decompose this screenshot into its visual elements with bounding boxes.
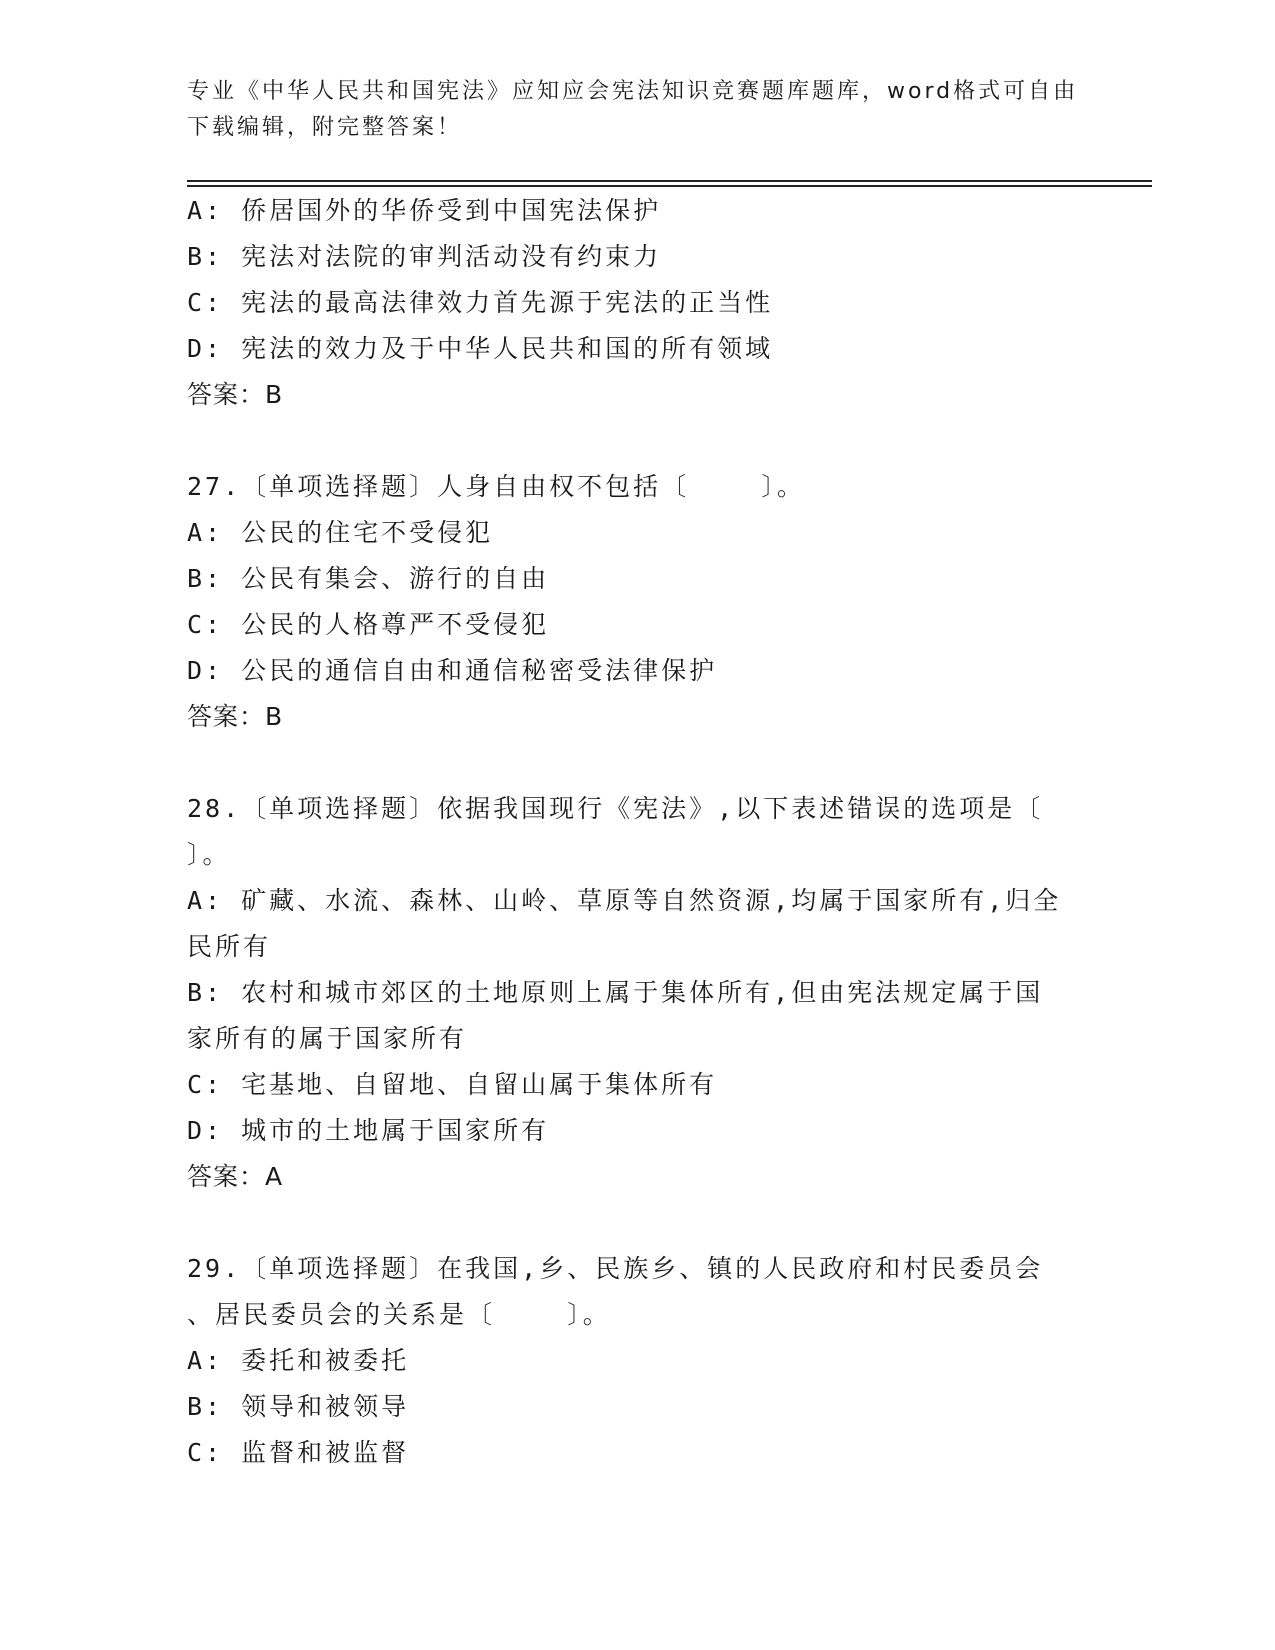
option-a: A: 公民的住宅不受侵犯 (187, 518, 494, 547)
option-d: D: 公民的通信自由和通信秘密受法律保护 (187, 656, 718, 685)
question-27-block (187, 464, 1087, 740)
option-c: C: 宅基地、自留地、自留山属于集体所有 (187, 1070, 718, 1099)
header-divider-bottom (187, 185, 1152, 187)
option-a: A: 委托和被委托 (187, 1346, 410, 1375)
question-28-block (187, 786, 1087, 1200)
option-c: C: 宪法的最高法律效力首先源于宪法的正当性 (187, 288, 774, 317)
question-26-block (187, 188, 1087, 418)
option-d: D: 宪法的效力及于中华人民共和国的所有领域 (187, 334, 774, 363)
option-b-line-1: B: 农村和城市郊区的土地原则上属于集体所有,但由宪法规定属于国 (187, 978, 1044, 1007)
option-a: A: 侨居国外的华侨受到中国宪法保护 (187, 196, 662, 225)
answer-line: 答案：B (187, 380, 284, 409)
answer-line: 答案：B (187, 702, 284, 731)
question-list (187, 188, 1087, 1476)
question-stem-line-2: 〕。 (187, 840, 231, 869)
option-a-line-2: 民所有 (187, 932, 272, 961)
option-a-line-1: A: 矿藏、水流、森林、山岭、草原等自然资源,均属于国家所有,归全 (187, 886, 1062, 915)
document-header (187, 74, 1087, 146)
spacer (187, 1200, 1087, 1246)
option-b: B: 宪法对法院的审判活动没有约束力 (187, 242, 662, 271)
option-c: C: 公民的人格尊严不受侵犯 (187, 610, 550, 639)
header-divider-top (187, 180, 1152, 182)
spacer (187, 740, 1087, 786)
option-b: B: 公民有集会、游行的自由 (187, 564, 550, 593)
question-stem-line-1: 28.〔单项选择题〕依据我国现行《宪法》,以下表述错误的选项是〔 (187, 794, 1044, 823)
header-line-2: 下载编辑，附完整答案！ (187, 115, 463, 140)
option-d: D: 城市的土地属于国家所有 (187, 1116, 550, 1145)
question-stem-line-2: 、居民委员会的关系是〔 〕。 (187, 1300, 611, 1329)
question-29-block (187, 1246, 1087, 1476)
option-b: B: 领导和被领导 (187, 1392, 410, 1421)
option-c: C: 监督和被监督 (187, 1438, 410, 1467)
spacer (187, 418, 1087, 464)
option-b-line-2: 家所有的属于国家所有 (187, 1024, 468, 1053)
question-stem: 27.〔单项选择题〕人身自由权不包括〔 〕。 (187, 472, 805, 501)
question-stem-line-1: 29.〔单项选择题〕在我国,乡、民族乡、镇的人民政府和村民委员会 (187, 1254, 1044, 1283)
header-line-1: 专业《中华人民共和国宪法》应知应会宪法知识竞赛题库题库，word格式可自由 (187, 79, 1079, 104)
answer-line: 答案：A (187, 1162, 284, 1191)
